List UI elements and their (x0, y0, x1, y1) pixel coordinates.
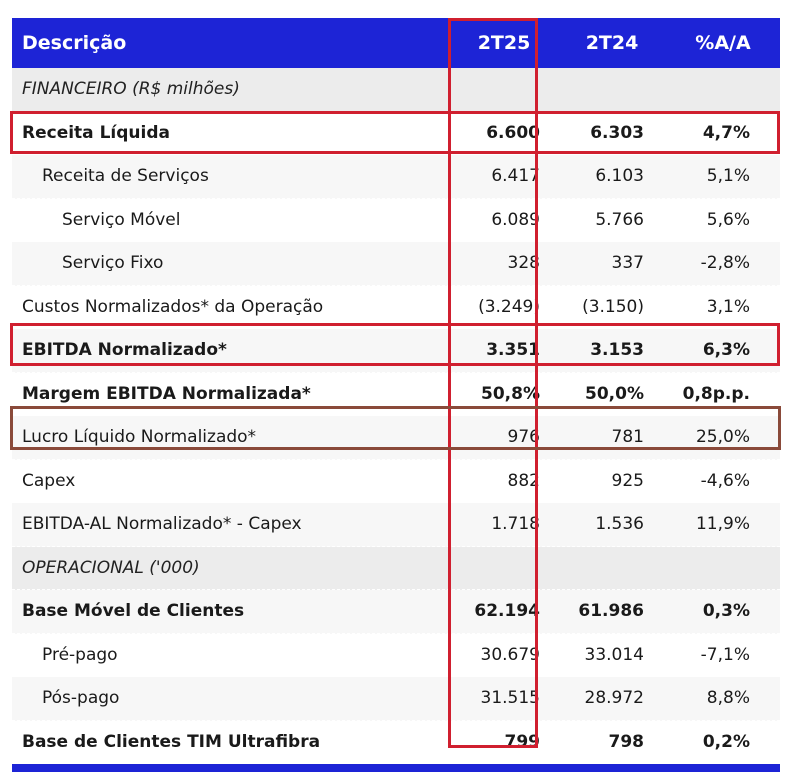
cell-yoy: 25,0% (695, 427, 750, 448)
cell-yoy: 8,8% (706, 688, 750, 709)
row-label: Pós-pago (42, 688, 120, 709)
cell-2t25: 1.718 (491, 514, 540, 535)
cell-2t24: 925 (611, 470, 644, 491)
cell-2t25: 62.194 (474, 601, 540, 622)
cell-yoy: -4,6% (700, 470, 750, 491)
row-label: Lucro Líquido Normalizado* (22, 427, 257, 448)
cell-2t25: 3.351 (486, 340, 540, 361)
cell-2t25: 30.679 (480, 644, 540, 665)
table-row-ebitda (12, 329, 780, 373)
table-row-receita-servicos (12, 155, 780, 199)
table-row-lucro-liquido (12, 416, 780, 460)
cell-2t25: (3.249) (478, 296, 540, 317)
row-label: EBITDA-AL Normalizado* - Capex (22, 514, 302, 535)
header-2t25: 2T25 (477, 32, 531, 54)
table-body (12, 68, 780, 764)
cell-yoy: 0,8p.p. (682, 383, 750, 404)
cell-2t25: 6.417 (491, 166, 540, 187)
cell-yoy: 5,1% (706, 166, 750, 187)
header-descricao: Descrição (22, 32, 127, 54)
row-label: Base Móvel de Clientes (22, 601, 245, 622)
header-yoy: %A/A (695, 32, 751, 54)
table-row-servico-movel (12, 199, 780, 243)
kpi-table (12, 18, 780, 772)
cell-yoy: 11,9% (695, 514, 750, 535)
cell-2t24: 1.536 (595, 514, 644, 535)
cell-yoy: 0,3% (702, 601, 750, 622)
row-label: Custos Normalizados* da Operação (22, 296, 324, 317)
cell-2t24: 337 (611, 253, 644, 274)
cell-2t25: 6.600 (486, 122, 540, 143)
cell-yoy: 3,1% (706, 296, 750, 317)
row-label: Receita de Serviços (42, 166, 209, 187)
cell-2t25: 882 (507, 470, 540, 491)
row-label: Serviço Móvel (62, 209, 181, 230)
cell-yoy: -2,8% (700, 253, 750, 274)
cell-yoy: -7,1% (700, 644, 750, 665)
table-row-base-movel (12, 590, 780, 634)
row-label: EBITDA Normalizado* (22, 340, 227, 361)
table-row-servico-fixo (12, 242, 780, 286)
table-row-ultrafibra (12, 721, 780, 765)
table-row-custos (12, 286, 780, 330)
table-row-capex (12, 460, 780, 504)
cell-2t25: 50,8% (481, 383, 540, 404)
cell-yoy: 4,7% (702, 122, 750, 143)
row-label: Margem EBITDA Normalizada* (22, 383, 311, 404)
row-label: FINANCEIRO (R$ milhões) (22, 79, 240, 100)
cell-2t24: (3.150) (582, 296, 644, 317)
cell-2t24: 61.986 (578, 601, 644, 622)
table-row-pos-pago (12, 677, 780, 721)
cell-2t25: 799 (504, 731, 540, 752)
table-row-receita-liquida (12, 112, 780, 156)
cell-2t25: 976 (507, 427, 540, 448)
cell-2t24: 33.014 (584, 644, 644, 665)
row-label: Base de Clientes TIM Ultrafibra (22, 731, 321, 752)
table-row-ebitda-al-capex (12, 503, 780, 547)
row-label: Capex (22, 470, 76, 491)
cell-2t24: 3.153 (590, 340, 644, 361)
cell-2t25: 31.515 (480, 688, 540, 709)
table-header (12, 18, 780, 68)
cell-2t24: 6.103 (595, 166, 644, 187)
row-label: Pré-pago (42, 644, 118, 665)
cell-2t24: 798 (608, 731, 644, 752)
section-row-financeiro (12, 68, 780, 112)
cell-2t24: 28.972 (584, 688, 644, 709)
row-label: Receita Líquida (22, 122, 170, 143)
header-2t24: 2T24 (585, 32, 639, 54)
table-bottom-bar (12, 764, 780, 772)
table-row-margem-ebitda (12, 373, 780, 417)
cell-yoy: 6,3% (702, 340, 750, 361)
cell-2t24: 50,0% (585, 383, 644, 404)
cell-yoy: 5,6% (706, 209, 750, 230)
cell-2t25: 328 (507, 253, 540, 274)
row-label: Serviço Fixo (62, 253, 164, 274)
cell-2t24: 6.303 (590, 122, 644, 143)
cell-yoy: 0,2% (702, 731, 750, 752)
cell-2t24: 5.766 (595, 209, 644, 230)
cell-2t24: 781 (611, 427, 644, 448)
table-row-pre-pago (12, 634, 780, 678)
cell-2t25: 6.089 (491, 209, 540, 230)
section-row-operacional (12, 547, 780, 591)
row-label: OPERACIONAL ('000) (22, 557, 200, 578)
